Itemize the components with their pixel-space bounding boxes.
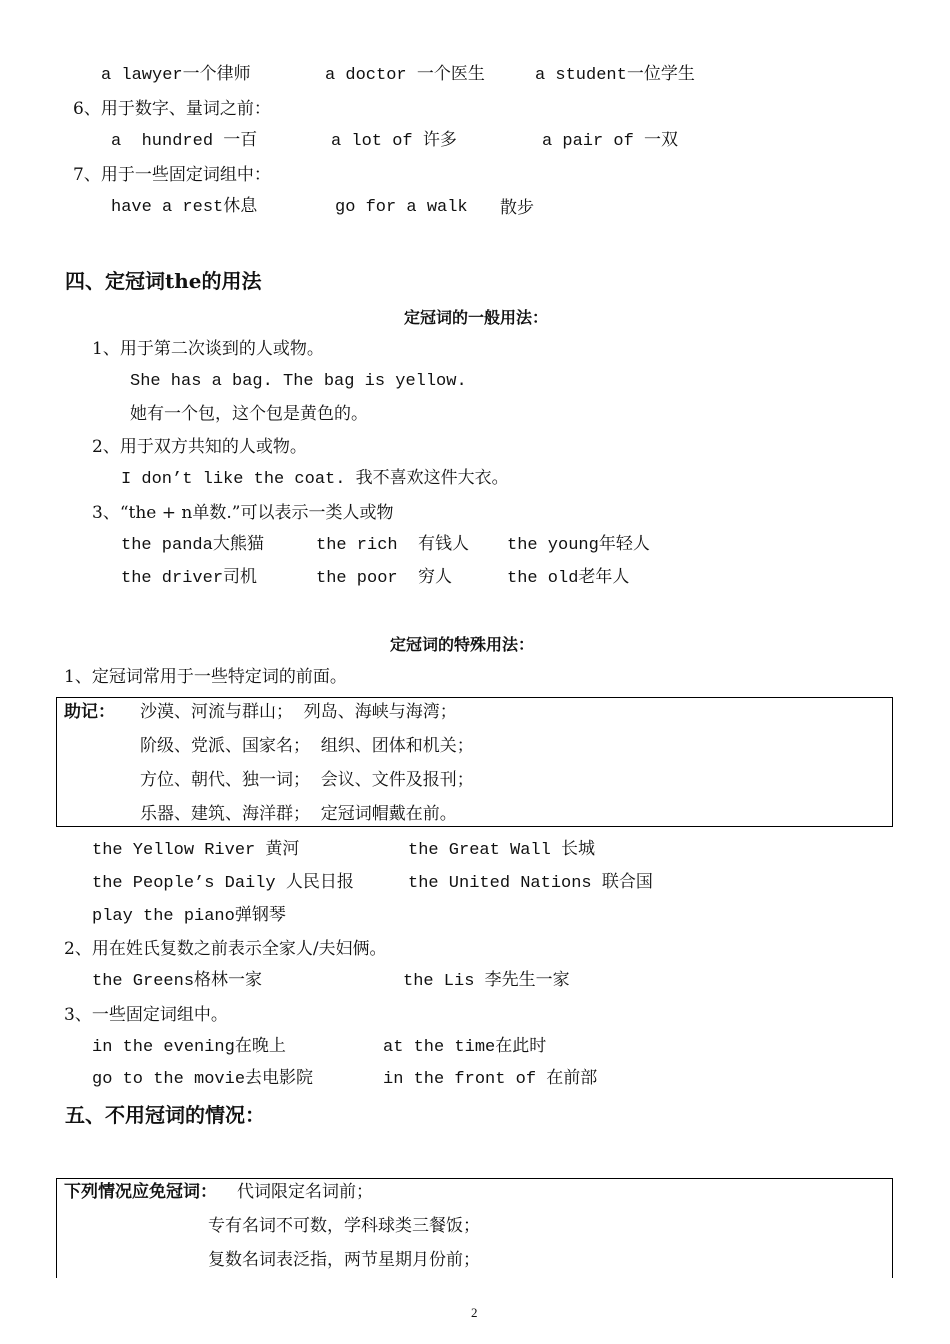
special-rule-2: 2、用在姓氏复数之前表示全家人/夫妇俩。 [64, 939, 387, 959]
rule3-example: the old老年人 [507, 569, 630, 588]
special-rule-3-example: in the front of 在前部 [383, 1070, 598, 1089]
section4-heading: 四、定冠词the的用法 [65, 269, 262, 293]
special-rule-3-example: go to the movie去电影院 [92, 1070, 314, 1089]
mnemonic-line: 方位、朝代、独一词； 会议、文件及报刊； [140, 770, 474, 790]
rule3-example: the rich 有钱人 [316, 536, 470, 555]
special-rule-3-example: at the time在此时 [383, 1038, 547, 1057]
rule7-example-walk-cn: 散步 [500, 198, 534, 218]
general-rule-1-example-en: She has a bag. The bag is yellow. [130, 372, 467, 391]
rule7-example-rest: have a rest休息 [111, 198, 258, 217]
example-lawyer: a lawyer一个律师 [101, 66, 251, 85]
no-article-line: 代词限定名词前； [237, 1182, 373, 1202]
special-rule-1: 1、定冠词常用于一些特定词的前面。 [64, 667, 347, 687]
rule7-title: 7、用于一些固定词组中： [73, 165, 271, 185]
general-usage-title: 定冠词的一般用法： [404, 308, 549, 327]
rule6-example-hundred: a hundred 一百 [111, 132, 258, 151]
special-example: play the piano弹钢琴 [92, 907, 286, 926]
section5-heading: 五、不用冠词的情况： [65, 1103, 265, 1127]
no-article-label: 下列情况应免冠词： [64, 1182, 217, 1202]
example-doctor: a doctor 一个医生 [325, 66, 485, 85]
special-example: the Yellow River 黄河 [92, 841, 300, 860]
special-rule-3-example: in the evening在晚上 [92, 1038, 286, 1057]
rule3-example: the poor 穷人 [316, 569, 453, 588]
general-rule-2: 2、用于双方共知的人或物。 [92, 437, 307, 457]
mnemonic-label: 助记： [64, 702, 115, 722]
example-student: a student一位学生 [535, 66, 695, 85]
general-rule-1-example-cn: 她有一个包，这个包是黄色的。 [130, 404, 368, 424]
mnemonic-line: 沙漠、河流与群山； 列岛、海峡与海湾； [140, 702, 457, 722]
rule3-example: the driver司机 [121, 569, 258, 588]
rule6-example-pair: a pair of 一双 [542, 132, 679, 151]
special-example: the Great Wall 长城 [408, 841, 596, 860]
special-example: the People’s Daily 人民日报 [92, 874, 354, 893]
general-rule-3: 3、“the + n单数.”可以表示一类人或物 [92, 503, 394, 523]
rule6-example-lot: a lot of 许多 [331, 132, 457, 151]
special-usage-title: 定冠词的特殊用法： [390, 635, 535, 654]
mnemonic-line: 乐器、建筑、海洋群； 定冠词帽戴在前。 [140, 804, 457, 824]
mnemonic-line: 阶级、党派、国家名； 组织、团体和机关； [140, 736, 474, 756]
rule3-example: the panda大熊猫 [121, 536, 264, 555]
special-example: the United Nations 联合国 [408, 874, 653, 893]
general-rule-1: 1、用于第二次谈到的人或物。 [92, 339, 324, 359]
rule3-example: the young年轻人 [507, 536, 650, 555]
no-article-line: 复数名词表泛指，两节星期月份前； [208, 1250, 480, 1270]
special-rule-3: 3、一些固定词组中。 [64, 1005, 228, 1025]
rule7-example-walk: go for a walk [335, 198, 468, 217]
general-rule-2-example: I don’t like the coat. 我不喜欢这件大衣。 [121, 470, 509, 489]
special-rule-2-example: the Greens格林一家 [92, 972, 263, 991]
page-number: 2 [471, 1305, 478, 1320]
no-article-line: 专有名词不可数，学科球类三餐饭； [208, 1216, 480, 1236]
special-rule-2-example: the Lis 李先生一家 [403, 972, 570, 991]
rule6-title: 6、用于数字、量词之前： [73, 99, 271, 119]
